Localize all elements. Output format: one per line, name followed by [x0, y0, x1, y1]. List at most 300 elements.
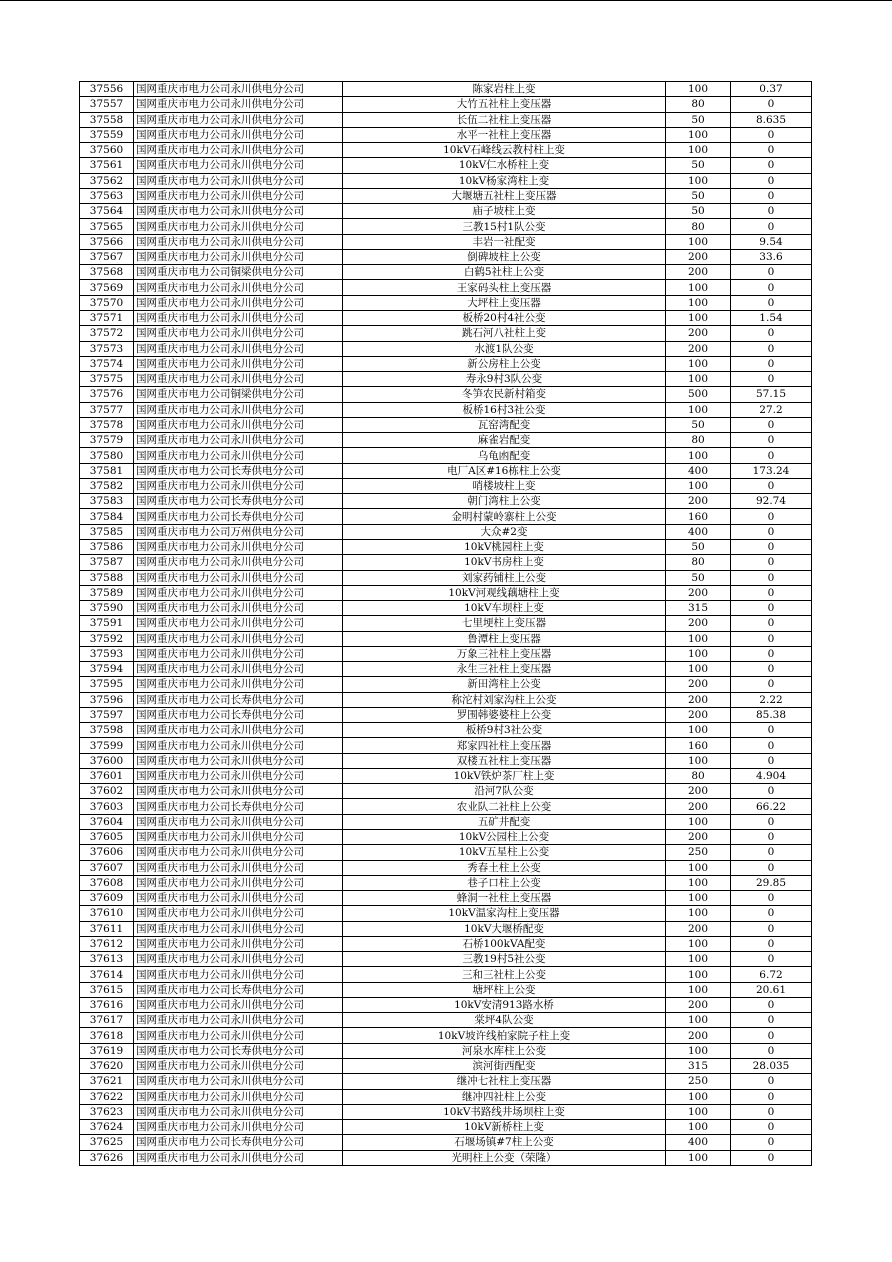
value-cell: 6.72: [731, 967, 812, 982]
capacity-cell: 200: [666, 830, 731, 845]
capacity-cell: 100: [666, 631, 731, 646]
row-id-cell: 37579: [80, 433, 134, 448]
company-name-cell: 国网重庆市电力公司长寿供电分公司: [134, 799, 343, 814]
value-cell: 0: [731, 356, 812, 371]
company-name-cell: 国网重庆市电力公司长寿供电分公司: [134, 1043, 343, 1058]
row-id-cell: 37600: [80, 753, 134, 768]
transformer-name-cell: 蜂洞一社柱上变压器: [343, 891, 666, 906]
capacity-cell: 100: [666, 402, 731, 417]
capacity-cell: 200: [666, 707, 731, 722]
row-id-cell: 37570: [80, 295, 134, 310]
table-row: [80, 158, 812, 173]
company-name-cell: 国网重庆市电力公司永川供电分公司: [134, 1150, 343, 1165]
value-cell: 0: [731, 524, 812, 539]
company-name-cell: 国网重庆市电力公司永川供电分公司: [134, 738, 343, 753]
row-id-cell: 37624: [80, 1120, 134, 1135]
table-row: [80, 280, 812, 295]
transformer-name-cell: 继冲七社柱上变压器: [343, 1074, 666, 1089]
transformer-name-cell: 五矿井配变: [343, 814, 666, 829]
company-name-cell: 国网重庆市电力公司永川供电分公司: [134, 952, 343, 967]
table-row: [80, 1013, 812, 1028]
transformer-name-cell: 10kV温家沟柱上变压器: [343, 906, 666, 921]
capacity-cell: 50: [666, 112, 731, 127]
value-cell: 0: [731, 219, 812, 234]
transformer-name-cell: 大堰塘五社柱上变压器: [343, 188, 666, 203]
row-id-cell: 37583: [80, 494, 134, 509]
value-cell: 28.035: [731, 1059, 812, 1074]
company-name-cell: 国网重庆市电力公司永川供电分公司: [134, 433, 343, 448]
value-cell: 0: [731, 1104, 812, 1119]
table-row: [80, 555, 812, 570]
capacity-cell: 80: [666, 555, 731, 570]
capacity-cell: 200: [666, 1028, 731, 1043]
value-cell: 173.24: [731, 463, 812, 478]
value-cell: 92.74: [731, 494, 812, 509]
value-cell: 0: [731, 341, 812, 356]
value-cell: 0: [731, 204, 812, 219]
transformer-name-cell: 瓦窑湾配变: [343, 417, 666, 432]
transformer-name-cell: 乌龟凼配变: [343, 448, 666, 463]
transformer-name-cell: 10kV车坝柱上变: [343, 601, 666, 616]
transformer-name-cell: 继冲四社柱上公变: [343, 1089, 666, 1104]
value-cell: 0: [731, 1150, 812, 1165]
transformer-name-cell: 10kV公园柱上公变: [343, 830, 666, 845]
capacity-cell: 100: [666, 1150, 731, 1165]
company-name-cell: 国网重庆市电力公司永川供电分公司: [134, 188, 343, 203]
row-id-cell: 37622: [80, 1089, 134, 1104]
transformer-name-cell: 巷子口柱上公变: [343, 875, 666, 890]
row-id-cell: 37606: [80, 845, 134, 860]
capacity-cell: 200: [666, 997, 731, 1012]
row-id-cell: 37625: [80, 1135, 134, 1150]
capacity-cell: 200: [666, 249, 731, 264]
transformer-name-cell: 郑家四社柱上变压器: [343, 738, 666, 753]
transformer-name-cell: 板桥16村3社公变: [343, 402, 666, 417]
capacity-cell: 100: [666, 906, 731, 921]
row-id-cell: 37595: [80, 677, 134, 692]
capacity-cell: 200: [666, 585, 731, 600]
transformer-name-cell: 大众#2变: [343, 524, 666, 539]
transformer-name-cell: 永生三社柱上变压器: [343, 662, 666, 677]
row-id-cell: 37592: [80, 631, 134, 646]
value-cell: 0: [731, 448, 812, 463]
row-id-cell: 37557: [80, 97, 134, 112]
transformer-name-cell: 刘家药铺柱上公变: [343, 570, 666, 585]
value-cell: 0: [731, 860, 812, 875]
capacity-cell: 100: [666, 127, 731, 142]
row-id-cell: 37602: [80, 784, 134, 799]
company-name-cell: 国网重庆市电力公司永川供电分公司: [134, 906, 343, 921]
capacity-cell: 200: [666, 677, 731, 692]
row-id-cell: 37605: [80, 830, 134, 845]
company-name-cell: 国网重庆市电力公司永川供电分公司: [134, 204, 343, 219]
table-row: [80, 768, 812, 783]
table-row: [80, 1135, 812, 1150]
capacity-cell: 100: [666, 875, 731, 890]
value-cell: 0: [731, 601, 812, 616]
table-row: [80, 982, 812, 997]
transformer-name-cell: 石桥100kVA配变: [343, 936, 666, 951]
company-name-cell: 国网重庆市电力公司永川供电分公司: [134, 295, 343, 310]
table-row: [80, 82, 812, 97]
capacity-cell: 50: [666, 204, 731, 219]
table-row: [80, 1028, 812, 1043]
table-row: [80, 707, 812, 722]
company-name-cell: 国网重庆市电力公司永川供电分公司: [134, 921, 343, 936]
capacity-cell: 100: [666, 1043, 731, 1058]
table-row: [80, 97, 812, 112]
transformer-name-cell: 丰岩一社配变: [343, 234, 666, 249]
value-cell: 0: [731, 814, 812, 829]
capacity-cell: 200: [666, 799, 731, 814]
capacity-cell: 500: [666, 387, 731, 402]
value-cell: 0: [731, 372, 812, 387]
company-name-cell: 国网重庆市电力公司长寿供电分公司: [134, 982, 343, 997]
capacity-cell: 100: [666, 372, 731, 387]
value-cell: 0: [731, 677, 812, 692]
capacity-cell: 315: [666, 1059, 731, 1074]
transformer-name-cell: 光明柱上公变（荣隆）: [343, 1150, 666, 1165]
value-cell: 8.635: [731, 112, 812, 127]
company-name-cell: 国网重庆市电力公司永川供电分公司: [134, 448, 343, 463]
row-id-cell: 37612: [80, 936, 134, 951]
transformer-name-cell: 称沱村刘家沟柱上公变: [343, 692, 666, 707]
value-cell: 0: [731, 952, 812, 967]
row-id-cell: 37619: [80, 1043, 134, 1058]
company-name-cell: 国网重庆市电力公司永川供电分公司: [134, 875, 343, 890]
row-id-cell: 37568: [80, 265, 134, 280]
top-rule: [0, 0, 892, 1]
table-row: [80, 860, 812, 875]
table-row: [80, 1150, 812, 1165]
table-row: [80, 891, 812, 906]
company-name-cell: 国网重庆市电力公司永川供电分公司: [134, 662, 343, 677]
transformer-name-cell: 电厂A区#16栋柱上公变: [343, 463, 666, 478]
company-name-cell: 国网重庆市电力公司永川供电分公司: [134, 173, 343, 188]
table-row: [80, 249, 812, 264]
value-cell: 9.54: [731, 234, 812, 249]
transformer-name-cell: 秀春土柱上公变: [343, 860, 666, 875]
row-id-cell: 37563: [80, 188, 134, 203]
table-row: [80, 539, 812, 554]
row-id-cell: 37594: [80, 662, 134, 677]
capacity-cell: 400: [666, 463, 731, 478]
table-row: [80, 1104, 812, 1119]
transformer-name-cell: 10kV杨家湾柱上变: [343, 173, 666, 188]
table-row: [80, 601, 812, 616]
company-name-cell: 国网重庆市电力公司永川供电分公司: [134, 280, 343, 295]
company-name-cell: 国网重庆市电力公司长寿供电分公司: [134, 463, 343, 478]
capacity-cell: 100: [666, 646, 731, 661]
row-id-cell: 37608: [80, 875, 134, 890]
transformer-name-cell: 石堰场镇#7柱上公变: [343, 1135, 666, 1150]
table-row: [80, 478, 812, 493]
company-name-cell: 国网重庆市电力公司永川供电分公司: [134, 997, 343, 1012]
row-id-cell: 37584: [80, 509, 134, 524]
company-name-cell: 国网重庆市电力公司永川供电分公司: [134, 356, 343, 371]
company-name-cell: 国网重庆市电力公司永川供电分公司: [134, 784, 343, 799]
row-id-cell: 37587: [80, 555, 134, 570]
transformer-name-cell: 塘坪柱上公变: [343, 982, 666, 997]
row-id-cell: 37561: [80, 158, 134, 173]
table-row: [80, 417, 812, 432]
row-id-cell: 37565: [80, 219, 134, 234]
company-name-cell: 国网重庆市电力公司永川供电分公司: [134, 219, 343, 234]
value-cell: 0: [731, 830, 812, 845]
transformer-name-cell: 白鹤5社柱上公变: [343, 265, 666, 280]
company-name-cell: 国网重庆市电力公司永川供电分公司: [134, 82, 343, 97]
table-row: [80, 463, 812, 478]
company-name-cell: 国网重庆市电力公司永川供电分公司: [134, 97, 343, 112]
table-row: [80, 372, 812, 387]
capacity-cell: 400: [666, 1135, 731, 1150]
table-row: [80, 784, 812, 799]
table-row: [80, 738, 812, 753]
company-name-cell: 国网重庆市电力公司永川供电分公司: [134, 1013, 343, 1028]
capacity-cell: 80: [666, 768, 731, 783]
capacity-cell: 100: [666, 1013, 731, 1028]
transformer-name-cell: 沿河7队公变: [343, 784, 666, 799]
row-id-cell: 37604: [80, 814, 134, 829]
company-name-cell: 国网重庆市电力公司长寿供电分公司: [134, 509, 343, 524]
transformer-name-cell: 新田湾柱上公变: [343, 677, 666, 692]
row-id-cell: 37567: [80, 249, 134, 264]
transformer-table: [79, 81, 812, 1166]
capacity-cell: 80: [666, 97, 731, 112]
table-row: [80, 936, 812, 951]
value-cell: 0: [731, 265, 812, 280]
company-name-cell: 国网重庆市电力公司永川供电分公司: [134, 539, 343, 554]
row-id-cell: 37614: [80, 967, 134, 982]
company-name-cell: 国网重庆市电力公司永川供电分公司: [134, 326, 343, 341]
capacity-cell: 200: [666, 494, 731, 509]
company-name-cell: 国网重庆市电力公司永川供电分公司: [134, 768, 343, 783]
capacity-cell: 100: [666, 82, 731, 97]
table-row: [80, 753, 812, 768]
row-id-cell: 37610: [80, 906, 134, 921]
row-id-cell: 37616: [80, 997, 134, 1012]
table-row: [80, 677, 812, 692]
value-cell: 0: [731, 509, 812, 524]
company-name-cell: 国网重庆市电力公司永川供电分公司: [134, 967, 343, 982]
table-row: [80, 341, 812, 356]
transformer-name-cell: 10kV书房柱上变: [343, 555, 666, 570]
capacity-cell: 200: [666, 784, 731, 799]
capacity-cell: 160: [666, 738, 731, 753]
value-cell: 20.61: [731, 982, 812, 997]
transformer-name-cell: 三和三社柱上公变: [343, 967, 666, 982]
company-name-cell: 国网重庆市电力公司永川供电分公司: [134, 646, 343, 661]
table-row: [80, 646, 812, 661]
capacity-cell: 100: [666, 936, 731, 951]
table-row: [80, 1074, 812, 1089]
company-name-cell: 国网重庆市电力公司永川供电分公司: [134, 814, 343, 829]
company-name-cell: 国网重庆市电力公司永川供电分公司: [134, 372, 343, 387]
capacity-cell: 100: [666, 662, 731, 677]
row-id-cell: 37562: [80, 173, 134, 188]
table-row: [80, 1120, 812, 1135]
capacity-cell: 100: [666, 952, 731, 967]
row-id-cell: 37623: [80, 1104, 134, 1119]
company-name-cell: 国网重庆市电力公司永川供电分公司: [134, 570, 343, 585]
company-name-cell: 国网重庆市电力公司永川供电分公司: [134, 891, 343, 906]
row-id-cell: 37585: [80, 524, 134, 539]
row-id-cell: 37586: [80, 539, 134, 554]
value-cell: 0: [731, 631, 812, 646]
transformer-name-cell: 鲁潭柱上变压器: [343, 631, 666, 646]
transformer-name-cell: 罗围韩婆婆柱上公变: [343, 707, 666, 722]
company-name-cell: 国网重庆市电力公司永川供电分公司: [134, 1074, 343, 1089]
company-name-cell: 国网重庆市电力公司铜梁供电分公司: [134, 265, 343, 280]
row-id-cell: 37611: [80, 921, 134, 936]
table-row: [80, 1059, 812, 1074]
transformer-name-cell: 10kV石峰线云教村柱上变: [343, 143, 666, 158]
table-row: [80, 173, 812, 188]
table-row: [80, 631, 812, 646]
value-cell: 0: [731, 417, 812, 432]
row-id-cell: 37598: [80, 723, 134, 738]
table-row: [80, 616, 812, 631]
transformer-name-cell: 10kV仁水桥柱上变: [343, 158, 666, 173]
transformer-name-cell: 陈家岩柱上变: [343, 82, 666, 97]
company-name-cell: 国网重庆市电力公司铜梁供电分公司: [134, 387, 343, 402]
transformer-name-cell: 哨楼坡柱上变: [343, 478, 666, 493]
row-id-cell: 37590: [80, 601, 134, 616]
value-cell: 0: [731, 326, 812, 341]
value-cell: 57.15: [731, 387, 812, 402]
company-name-cell: 国网重庆市电力公司永川供电分公司: [134, 753, 343, 768]
value-cell: 0: [731, 585, 812, 600]
row-id-cell: 37575: [80, 372, 134, 387]
table-row: [80, 433, 812, 448]
row-id-cell: 37593: [80, 646, 134, 661]
table-row: [80, 845, 812, 860]
value-cell: 33.6: [731, 249, 812, 264]
value-cell: 0: [731, 997, 812, 1012]
transformer-name-cell: 10kV五星柱上公变: [343, 845, 666, 860]
row-id-cell: 37581: [80, 463, 134, 478]
transformer-name-cell: 大竹五社柱上变压器: [343, 97, 666, 112]
capacity-cell: 315: [666, 601, 731, 616]
table-row: [80, 723, 812, 738]
transformer-name-cell: 水渡1队公变: [343, 341, 666, 356]
company-name-cell: 国网重庆市电力公司长寿供电分公司: [134, 1135, 343, 1150]
table-row: [80, 509, 812, 524]
row-id-cell: 37571: [80, 310, 134, 325]
transformer-name-cell: 王家码头柱上变压器: [343, 280, 666, 295]
transformer-name-cell: 农业队二社柱上公变: [343, 799, 666, 814]
capacity-cell: 50: [666, 539, 731, 554]
value-cell: 0: [731, 784, 812, 799]
company-name-cell: 国网重庆市电力公司长寿供电分公司: [134, 707, 343, 722]
transformer-name-cell: 麻雀岩配变: [343, 433, 666, 448]
company-name-cell: 国网重庆市电力公司万州供电分公司: [134, 524, 343, 539]
value-cell: 0: [731, 1120, 812, 1135]
row-id-cell: 37617: [80, 1013, 134, 1028]
table-row: [80, 127, 812, 142]
capacity-cell: 400: [666, 524, 731, 539]
transformer-name-cell: 万象三社柱上变压器: [343, 646, 666, 661]
table-row: [80, 310, 812, 325]
capacity-cell: 50: [666, 417, 731, 432]
row-id-cell: 37574: [80, 356, 134, 371]
value-cell: 0: [731, 97, 812, 112]
row-id-cell: 37621: [80, 1074, 134, 1089]
company-name-cell: 国网重庆市电力公司永川供电分公司: [134, 1120, 343, 1135]
value-cell: 0: [731, 891, 812, 906]
row-id-cell: 37569: [80, 280, 134, 295]
row-id-cell: 37572: [80, 326, 134, 341]
company-name-cell: 国网重庆市电力公司长寿供电分公司: [134, 494, 343, 509]
table-row: [80, 906, 812, 921]
table-row: [80, 402, 812, 417]
transformer-name-cell: 冬笋农民新村箱变: [343, 387, 666, 402]
capacity-cell: 100: [666, 356, 731, 371]
value-cell: 0: [731, 570, 812, 585]
row-id-cell: 37564: [80, 204, 134, 219]
row-id-cell: 37580: [80, 448, 134, 463]
table-row: [80, 952, 812, 967]
company-name-cell: 国网重庆市电力公司永川供电分公司: [134, 249, 343, 264]
row-id-cell: 37560: [80, 143, 134, 158]
capacity-cell: 200: [666, 341, 731, 356]
transformer-name-cell: 七里埂柱上变压器: [343, 616, 666, 631]
transformer-name-cell: 10kV书路线井场坝柱上变: [343, 1104, 666, 1119]
value-cell: 0: [731, 753, 812, 768]
capacity-cell: 200: [666, 326, 731, 341]
transformer-name-cell: 10kV安清913路水桥: [343, 997, 666, 1012]
capacity-cell: 100: [666, 310, 731, 325]
table-row: [80, 1089, 812, 1104]
capacity-cell: 100: [666, 967, 731, 982]
row-id-cell: 37620: [80, 1059, 134, 1074]
value-cell: 0: [731, 1135, 812, 1150]
transformer-name-cell: 滨河街西配变: [343, 1059, 666, 1074]
company-name-cell: 国网重庆市电力公司永川供电分公司: [134, 677, 343, 692]
transformer-name-cell: 板桥9村3社公变: [343, 723, 666, 738]
company-name-cell: 国网重庆市电力公司永川供电分公司: [134, 158, 343, 173]
table-row: [80, 112, 812, 127]
capacity-cell: 100: [666, 478, 731, 493]
capacity-cell: 100: [666, 982, 731, 997]
transformer-name-cell: 双楼五社柱上变压器: [343, 753, 666, 768]
transformer-name-cell: 河泉水库柱上公变: [343, 1043, 666, 1058]
row-id-cell: 37607: [80, 860, 134, 875]
company-name-cell: 国网重庆市电力公司永川供电分公司: [134, 478, 343, 493]
table-row: [80, 967, 812, 982]
table-row: [80, 387, 812, 402]
row-id-cell: 37613: [80, 952, 134, 967]
value-cell: 0: [731, 295, 812, 310]
row-id-cell: 37588: [80, 570, 134, 585]
table-row: [80, 448, 812, 463]
value-cell: 0: [731, 906, 812, 921]
value-cell: 0: [731, 646, 812, 661]
transformer-name-cell: 寿永9村3队公变: [343, 372, 666, 387]
company-name-cell: 国网重庆市电力公司永川供电分公司: [134, 234, 343, 249]
value-cell: 4.904: [731, 768, 812, 783]
row-id-cell: 37609: [80, 891, 134, 906]
company-name-cell: 国网重庆市电力公司永川供电分公司: [134, 631, 343, 646]
table-row: [80, 494, 812, 509]
row-id-cell: 37601: [80, 768, 134, 783]
capacity-cell: 100: [666, 860, 731, 875]
transformer-name-cell: 板桥20村4社公变: [343, 310, 666, 325]
value-cell: 0: [731, 845, 812, 860]
row-id-cell: 37558: [80, 112, 134, 127]
capacity-cell: 100: [666, 1120, 731, 1135]
table-row: [80, 585, 812, 600]
